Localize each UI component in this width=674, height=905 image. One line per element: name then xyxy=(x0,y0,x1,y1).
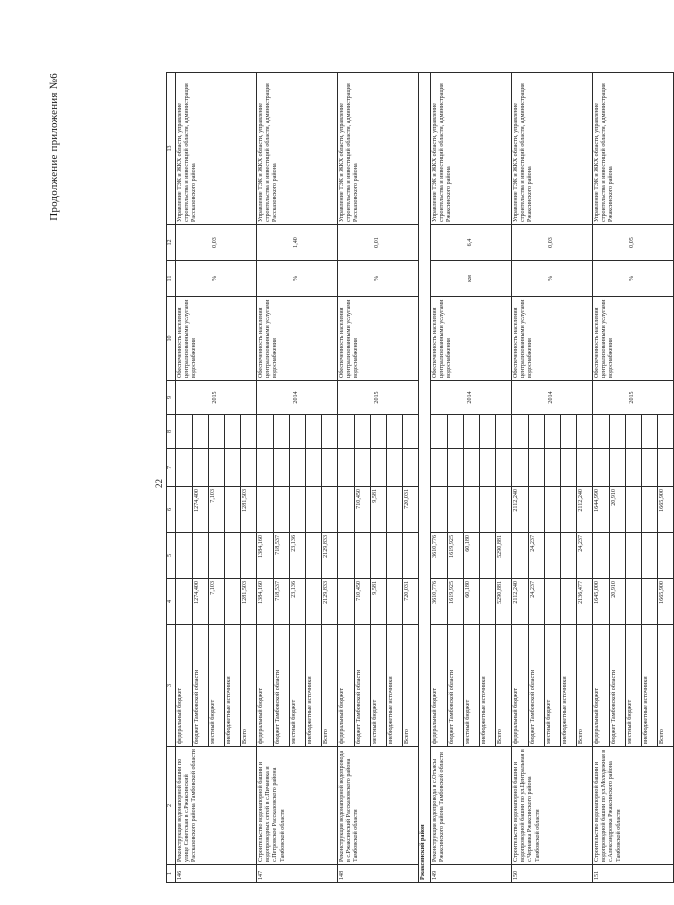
column-header-6: 6 xyxy=(167,487,176,533)
responsible-executors: Управление ТЭК и ЖКХ области, управление строительства и инвестиций области, администрация Рассказовского района xyxy=(176,73,257,225)
amount-total: 3610,776 xyxy=(431,579,448,625)
amount-2014 xyxy=(642,533,658,579)
empty-cell xyxy=(480,449,496,487)
amount-total xyxy=(642,579,658,625)
amount-2015: 1281,503 xyxy=(241,487,257,533)
empty-cell xyxy=(290,449,306,487)
amount-total: 60,180 xyxy=(464,579,480,625)
funding-source: федеральный бюджет xyxy=(338,625,355,747)
amount-total: 710,450 xyxy=(355,579,371,625)
amount-2015: 2112,240 xyxy=(512,487,529,533)
funding-source: Всего xyxy=(496,625,512,747)
empty-cell xyxy=(545,415,561,449)
project-number: 151 xyxy=(593,865,674,883)
funding-source: федеральный бюджет xyxy=(512,625,529,747)
amount-2014 xyxy=(545,533,561,579)
implementation-year: 2015 xyxy=(176,381,257,415)
empty-cell xyxy=(577,449,593,487)
empty-cell xyxy=(545,449,561,487)
amount-2015: 710,450 xyxy=(355,487,371,533)
document-page xyxy=(42,73,665,883)
indicator-unit: % xyxy=(593,261,674,297)
indicator-unit: % xyxy=(338,261,419,297)
empty-cell xyxy=(593,415,610,449)
funding-source: внебюджетные источники xyxy=(480,625,496,747)
amount-2015: 2112,240 xyxy=(577,487,593,533)
responsible-executors: Управление ТЭК и ЖКХ области, управление строительства и инвестиций области, администрация Рассказовского района xyxy=(338,73,419,225)
amount-2014 xyxy=(512,533,529,579)
project-name: Строительство водонапорной башни и водопроводной башни по ул.Центральная в с.Чернавка Ржаксинского района Тамбовской области xyxy=(512,747,593,865)
column-header-3: 3 xyxy=(167,625,176,747)
amount-2015 xyxy=(225,487,241,533)
project-name: Реконструкция водонапорной водопровода в с.Ржаксинский Рассказовского района Тамбовской области xyxy=(338,747,419,865)
column-header-2: 2 xyxy=(167,747,176,865)
indicator-name: Обеспеченность населения централизованными услугами водоснабжения xyxy=(431,297,512,381)
table-row xyxy=(176,73,193,883)
amount-2015 xyxy=(626,487,642,533)
amount-total xyxy=(338,579,355,625)
empty-cell xyxy=(610,449,626,487)
column-header-1: 1 xyxy=(167,865,176,883)
empty-cell xyxy=(290,415,306,449)
amount-2014 xyxy=(176,533,193,579)
empty-cell xyxy=(338,449,355,487)
amount-2014: 60,180 xyxy=(464,533,480,579)
indicator-unit: % xyxy=(257,261,338,297)
column-header-7: 7 xyxy=(167,449,176,487)
empty-cell xyxy=(355,449,371,487)
amount-2015: 720,031 xyxy=(403,487,419,533)
amount-total xyxy=(387,579,403,625)
indicator-name: Обеспеченность населения централизованными услугами водоснабжения xyxy=(338,297,419,381)
amount-2014 xyxy=(658,533,674,579)
amount-2014 xyxy=(209,533,225,579)
amount-2015 xyxy=(257,487,274,533)
amount-2014: 2129,833 xyxy=(322,533,338,579)
implementation-year: 2014 xyxy=(431,381,512,415)
project-number: 149 xyxy=(431,865,512,883)
amount-2014: 23,136 xyxy=(290,533,306,579)
responsible-executors: Управление ТЭК и ЖКХ области, управление строительства и инвестиций области, администрация Рассказовского района xyxy=(257,73,338,225)
empty-cell xyxy=(274,449,290,487)
amount-2014: 1384,160 xyxy=(257,533,274,579)
amount-total: 718,537 xyxy=(274,579,290,625)
amount-2015 xyxy=(545,487,561,533)
empty-cell xyxy=(512,415,529,449)
responsible-executors: Управление ТЭК и ЖКХ области, управление строительства и инвестиций области, администрация Ржаксинского района xyxy=(512,73,593,225)
empty-cell xyxy=(448,415,464,449)
implementation-year: 2015 xyxy=(338,381,419,415)
amount-2015 xyxy=(448,487,464,533)
indicator-value: 0,03 xyxy=(512,225,593,261)
funding-source: Всего xyxy=(241,625,257,747)
amount-2015: 7,103 xyxy=(209,487,225,533)
empty-cell xyxy=(387,449,403,487)
funding-source: местный бюджет xyxy=(290,625,306,747)
empty-cell xyxy=(371,449,387,487)
amount-2014 xyxy=(355,533,371,579)
empty-cell xyxy=(658,415,674,449)
funding-source: бюджет Тамбовской области xyxy=(274,625,290,747)
empty-cell xyxy=(448,449,464,487)
indicator-value: 6,4 xyxy=(431,225,512,261)
amount-total: 20,910 xyxy=(610,579,626,625)
amount-total: 5290,881 xyxy=(496,579,512,625)
amount-2015 xyxy=(322,487,338,533)
amount-2014 xyxy=(561,533,577,579)
page-number: 22 xyxy=(154,479,164,488)
empty-cell xyxy=(431,449,448,487)
empty-cell xyxy=(274,415,290,449)
empty-cell xyxy=(355,415,371,449)
column-header-8: 8 xyxy=(167,415,176,449)
amount-2014 xyxy=(626,533,642,579)
amount-2014 xyxy=(306,533,322,579)
indicator-unit: км xyxy=(431,261,512,297)
empty-cell xyxy=(496,449,512,487)
indicator-value: 0,01 xyxy=(338,225,419,261)
indicator-value: 0,05 xyxy=(593,225,674,261)
empty-cell xyxy=(431,415,448,449)
funding-source: внебюджетные источники xyxy=(642,625,658,747)
empty-cell xyxy=(403,449,419,487)
funding-source: местный бюджет xyxy=(209,625,225,747)
funding-source: Всего xyxy=(658,625,674,747)
empty-cell xyxy=(225,415,241,449)
amount-2014 xyxy=(371,533,387,579)
amount-2014 xyxy=(480,533,496,579)
funding-source: бюджет Тамбовской области xyxy=(610,625,626,747)
funding-source: местный бюджет xyxy=(626,625,642,747)
table-row xyxy=(512,73,529,883)
amount-2014: 5290,881 xyxy=(496,533,512,579)
funding-source: внебюджетные источники xyxy=(387,625,403,747)
funding-source: Всего xyxy=(403,625,419,747)
amount-total: 1645,000 xyxy=(593,579,610,625)
funding-source: бюджет Тамбовской области xyxy=(448,625,464,747)
empty-cell xyxy=(257,449,274,487)
amount-2015 xyxy=(176,487,193,533)
empty-cell xyxy=(209,449,225,487)
project-number: 147 xyxy=(257,865,338,883)
amount-2014 xyxy=(593,533,610,579)
funding-source: местный бюджет xyxy=(371,625,387,747)
empty-cell xyxy=(529,415,545,449)
amount-2015 xyxy=(338,487,355,533)
funding-source: бюджет Тамбовской области xyxy=(529,625,545,747)
funding-source: внебюджетные источники xyxy=(306,625,322,747)
indicator-name: Обеспеченность населения централизованными услугами водоснабжения xyxy=(593,297,674,381)
amount-2014: 718,537 xyxy=(274,533,290,579)
empty-cell xyxy=(176,449,193,487)
project-name: Реконструкция водонапорной башни по улице Советская в с.Ржаксинский Рассказовского района Тамбовской области xyxy=(176,747,257,865)
program-table xyxy=(166,72,674,883)
table-row xyxy=(593,73,610,883)
empty-cell xyxy=(193,415,209,449)
amount-total: 1274,400 xyxy=(193,579,209,625)
amount-total: 7,103 xyxy=(209,579,225,625)
implementation-year: 2014 xyxy=(257,381,338,415)
table-row xyxy=(431,73,448,883)
amount-total xyxy=(480,579,496,625)
amount-2015 xyxy=(496,487,512,533)
amount-2015: 1644,990 xyxy=(593,487,610,533)
empty-cell xyxy=(626,449,642,487)
amount-2014 xyxy=(225,533,241,579)
empty-cell xyxy=(512,449,529,487)
funding-source: внебюджетные источники xyxy=(561,625,577,747)
funding-source: местный бюджет xyxy=(545,625,561,747)
amount-total: 720,031 xyxy=(403,579,419,625)
amount-2014: 3610,776 xyxy=(431,533,448,579)
empty-cell xyxy=(241,415,257,449)
amount-total: 23,136 xyxy=(290,579,306,625)
empty-cell xyxy=(209,415,225,449)
amount-total: 1665,900 xyxy=(658,579,674,625)
empty-cell xyxy=(241,449,257,487)
amount-2015 xyxy=(290,487,306,533)
empty-cell xyxy=(371,415,387,449)
responsible-executors: Управление ТЭК и ЖКХ области, управление строительства и инвестиций области, администрация Ржаксинского района xyxy=(593,73,674,225)
empty-cell xyxy=(658,449,674,487)
empty-cell xyxy=(464,415,480,449)
amount-2014 xyxy=(403,533,419,579)
amount-total xyxy=(306,579,322,625)
amount-2015 xyxy=(464,487,480,533)
indicator-name: Обеспеченность населения централизованными услугами водоснабжения xyxy=(257,297,338,381)
indicator-value: 1,40 xyxy=(257,225,338,261)
amount-total: 1619,925 xyxy=(448,579,464,625)
amount-2015 xyxy=(529,487,545,533)
amount-total: 1281,503 xyxy=(241,579,257,625)
funding-source: местный бюджет xyxy=(464,625,480,747)
empty-cell xyxy=(338,415,355,449)
funding-source: федеральный бюджет xyxy=(257,625,274,747)
funding-source: федеральный бюджет xyxy=(431,625,448,747)
amount-2014: 1619,925 xyxy=(448,533,464,579)
funding-source: бюджет Тамбовской области xyxy=(193,625,209,747)
amount-2015 xyxy=(480,487,496,533)
amount-total: 2136,477 xyxy=(577,579,593,625)
project-number: 148 xyxy=(338,865,419,883)
section-title: Ржаксинский район xyxy=(419,73,431,883)
empty-cell xyxy=(561,415,577,449)
amount-2015 xyxy=(387,487,403,533)
indicator-value: 0,03 xyxy=(176,225,257,261)
project-name: Строительство водонапорной башни и водопроводной башни по ул.Молодежная в с.Александровка Ржаксинского района Тамбовской области xyxy=(593,747,674,865)
table-row xyxy=(338,73,355,883)
amount-total: 9,581 xyxy=(371,579,387,625)
empty-cell xyxy=(642,449,658,487)
empty-cell xyxy=(306,449,322,487)
amount-2015: 9,581 xyxy=(371,487,387,533)
empty-cell xyxy=(306,415,322,449)
empty-cell xyxy=(610,415,626,449)
empty-cell xyxy=(561,449,577,487)
amount-total: 2112,240 xyxy=(512,579,529,625)
project-name: Реконструкция водопровода в с.Отъясы Ржаксинского района Тамбовской области xyxy=(431,747,512,865)
empty-cell xyxy=(577,415,593,449)
amount-2014 xyxy=(610,533,626,579)
empty-cell xyxy=(193,449,209,487)
empty-cell xyxy=(626,415,642,449)
empty-cell xyxy=(322,415,338,449)
funding-source: федеральный бюджет xyxy=(593,625,610,747)
indicator-unit: % xyxy=(176,261,257,297)
responsible-executors: Управление ТЭК и ЖКХ области, управление строительства и инвестиций области, администрация Ржаксинского района xyxy=(431,73,512,225)
empty-cell xyxy=(176,415,193,449)
funding-source: Всего xyxy=(322,625,338,747)
project-name: Строительство водонапорной башни и водопроводных сетей в с.Пичаевка и с.Петровское Рассказовского района Тамбовской области xyxy=(257,747,338,865)
amount-2014: 24,237 xyxy=(577,533,593,579)
amount-2015: 20,910 xyxy=(610,487,626,533)
amount-total: 1384,160 xyxy=(257,579,274,625)
project-number: 146 xyxy=(176,865,257,883)
column-header-5: 5 xyxy=(167,533,176,579)
amount-2015 xyxy=(274,487,290,533)
empty-cell xyxy=(387,415,403,449)
column-header-4: 4 xyxy=(167,579,176,625)
amount-2014 xyxy=(241,533,257,579)
amount-total xyxy=(225,579,241,625)
amount-total xyxy=(626,579,642,625)
amount-total xyxy=(176,579,193,625)
indicator-unit: % xyxy=(512,261,593,297)
column-header-9: 9 xyxy=(167,381,176,415)
amount-2014: 24,237 xyxy=(529,533,545,579)
amount-total xyxy=(545,579,561,625)
amount-2015 xyxy=(642,487,658,533)
column-header-13: 13 xyxy=(167,73,176,225)
empty-cell xyxy=(593,449,610,487)
amount-2014 xyxy=(387,533,403,579)
funding-source: бюджет Тамбовской области xyxy=(355,625,371,747)
empty-cell xyxy=(464,449,480,487)
amount-2015: 1665,900 xyxy=(658,487,674,533)
empty-cell xyxy=(403,415,419,449)
amount-2015 xyxy=(431,487,448,533)
section-row xyxy=(419,73,431,883)
amount-total: 2129,833 xyxy=(322,579,338,625)
empty-cell xyxy=(257,415,274,449)
amount-2015 xyxy=(306,487,322,533)
indicator-name: Обеспеченность населения централизованными услугами водоснабжения xyxy=(512,297,593,381)
implementation-year: 2014 xyxy=(512,381,593,415)
amount-2015: 1274,400 xyxy=(193,487,209,533)
funding-source: Всего xyxy=(577,625,593,747)
empty-cell xyxy=(322,449,338,487)
project-number: 150 xyxy=(512,865,593,883)
amount-total: 24,237 xyxy=(529,579,545,625)
amount-2014 xyxy=(338,533,355,579)
funding-source: федеральный бюджет xyxy=(176,625,193,747)
column-header-12: 12 xyxy=(167,225,176,261)
empty-cell xyxy=(642,415,658,449)
indicator-name: Обеспеченность населения централизованными услугами водоснабжения xyxy=(176,297,257,381)
amount-total xyxy=(561,579,577,625)
funding-source: внебюджетные источники xyxy=(225,625,241,747)
header-row xyxy=(167,73,176,883)
empty-cell xyxy=(480,415,496,449)
column-header-10: 10 xyxy=(167,297,176,381)
appendix-title: Продолжение приложения №6 xyxy=(48,73,60,221)
empty-cell xyxy=(529,449,545,487)
empty-cell xyxy=(496,415,512,449)
column-header-11: 11 xyxy=(167,261,176,297)
table-row xyxy=(257,73,274,883)
amount-2015 xyxy=(561,487,577,533)
amount-2014 xyxy=(193,533,209,579)
implementation-year: 2015 xyxy=(593,381,674,415)
empty-cell xyxy=(225,449,241,487)
